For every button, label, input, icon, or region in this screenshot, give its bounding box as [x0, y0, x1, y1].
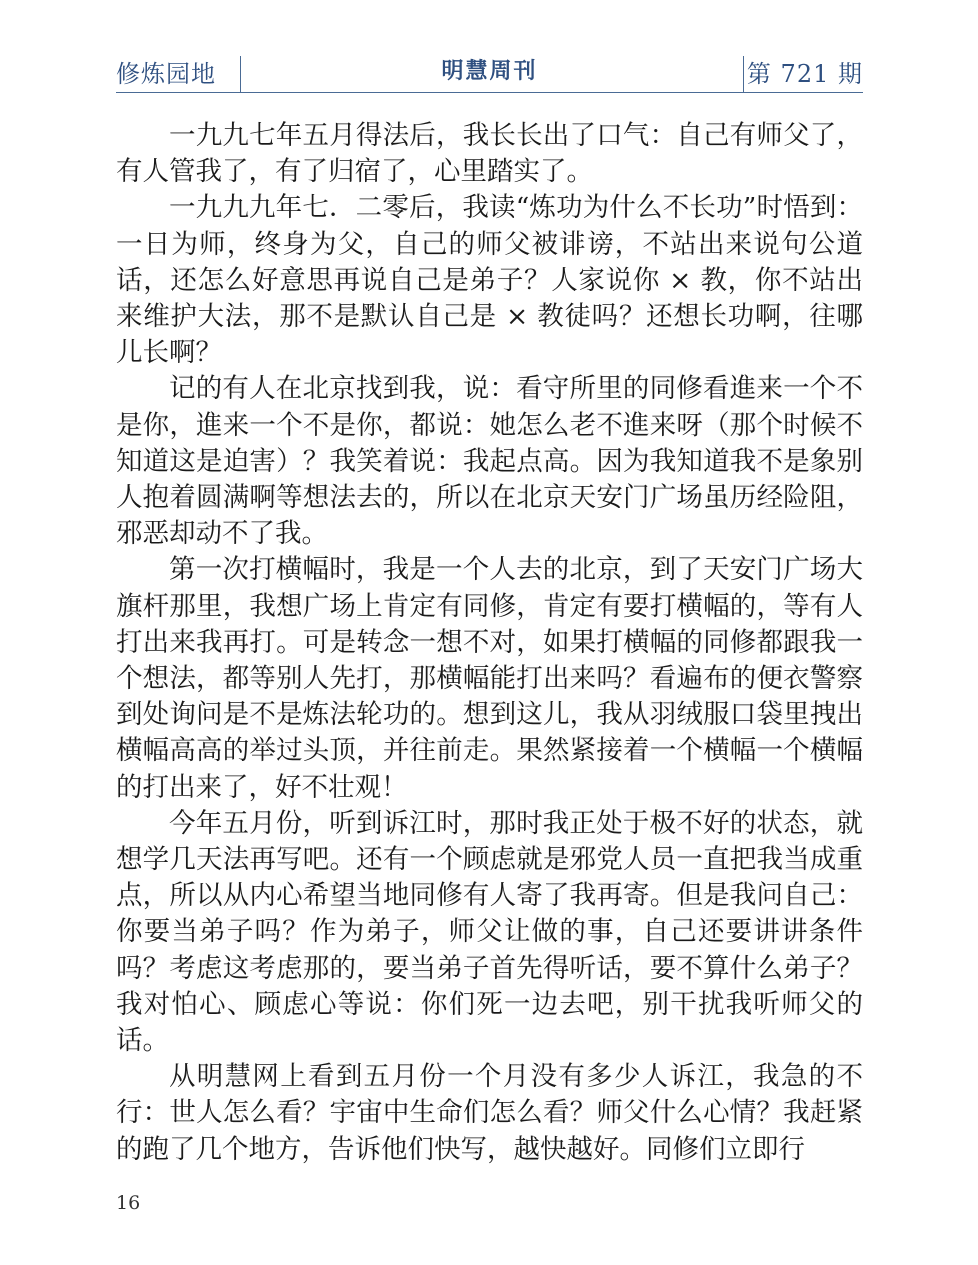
page-number: 16 — [116, 1192, 141, 1214]
paragraph: 第一次打横幅时，我是一个人去的北京，到了天安门广场大旗杆那里，我想广场上肯定有同修，肯定有要打横幅的，等有人打出来我再打。可是转念一想不对，如果打横幅的同修都跟我一个想法，都等别人先打，那横幅能打出来吗？看遍布的便衣警察到处询问是不是炼法轮功的。想到这儿，我从羽绒服口袋里拽出横幅高高的举过头顶，并往前走。果然紧接着一个横幅一个横幅的打出来了，好不壮观！ — [116, 554, 863, 803]
paragraph: 记的有人在北京找到我，说：看守所里的同修看進来一个不是你，進来一个不是你，都说：她怎么老不進来呀（那个时候不知道这是迫害）？我笑着说：我起点高。因为我知道我不是象别人抱着圆满啊等想法去的，所以在北京天安门广场虽历经险阻，邪恶却动不了我。 — [116, 373, 863, 550]
header-divider-right — [743, 56, 744, 92]
page-header — [116, 52, 863, 93]
issue-number: 第 721 期 — [746, 60, 863, 88]
paragraph: 一九九七年五月得法后，我长长出了口气：自己有师父了，有人管我了，有了归宿了，心里踏实了。 — [116, 120, 863, 188]
paragraph: 今年五月份，听到诉江时，那时我正处于极不好的状态，就想学几天法再写吧。还有一个顾虑就是邪党人员一直把我当成重点，所以从内心希望当地同修有人寄了我再寄。但是我问自己：你要当弟子吗？作为弟子，师父让做的事，自己还要讲讲条件吗？考虑这考虑那的，要当弟子首先得听话，要不算什么弟子？我对怕心、顾虑心等说：你们死一边去吧，别干扰我听师父的话。 — [116, 807, 863, 1057]
article-body — [116, 118, 863, 1168]
section-name: 修炼园地 — [116, 60, 216, 88]
publication-title: 明慧周刊 — [441, 59, 538, 84]
paragraph: 一九九九年七．二零后，我读“炼功为什么不长功”时悟到：一日为师，终身为父，自己的师父被诽谤，不站出来说句公道话，还怎么好意思再说自己是弟子？人家说你 × 教，你不站出来维护大法，那不是默认自己是 × 教徒吗？还想长功啊，往哪儿长啊？ — [116, 192, 863, 369]
paragraph: 从明慧网上看到五月份一个月没有多少人诉江，我急的不行：世人怎么看？宇宙中生命们怎么看？师父什么心情？我赶紧的跑了几个地方，告诉他们快写，越快越好。同修们立即行 — [116, 1061, 863, 1165]
